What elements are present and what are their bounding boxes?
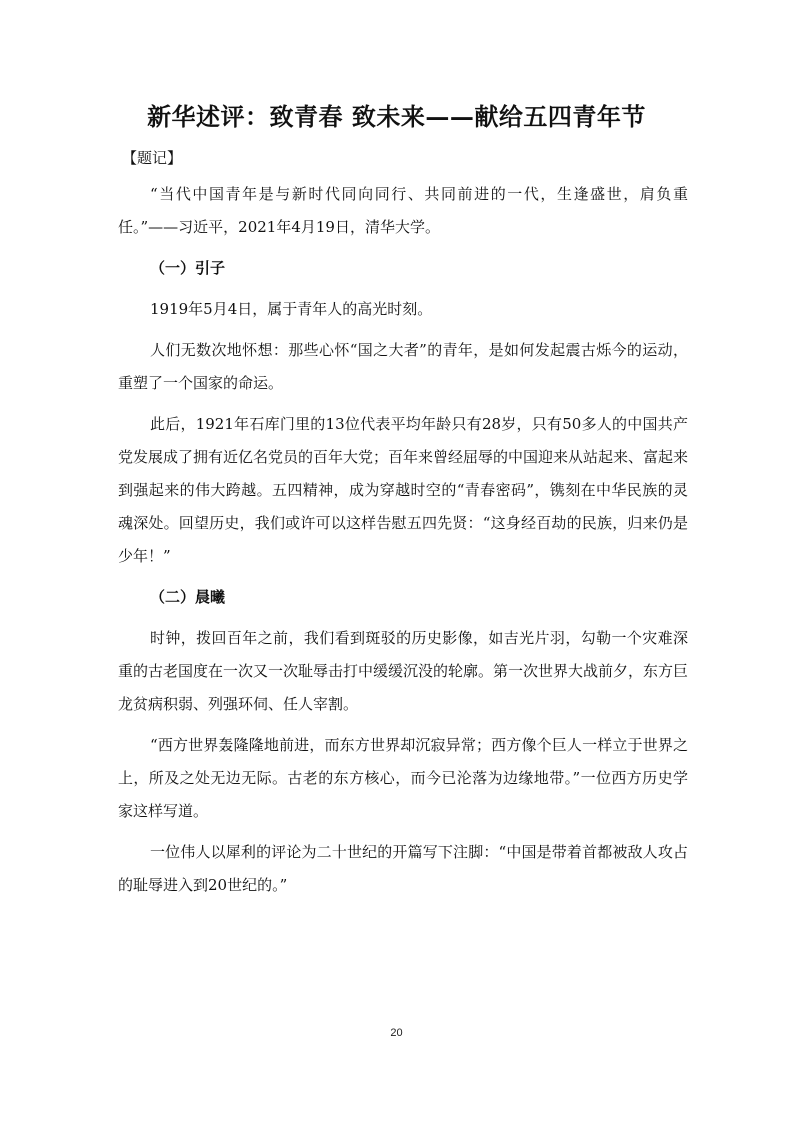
epigraph-label: 【题记】: [122, 149, 183, 167]
section-1-heading: （一）引子: [150, 259, 226, 277]
section-2-heading: （二）晨曦: [150, 588, 226, 606]
section-1-paragraph: 1919年5月4日，属于青年人的高光时刻。: [150, 300, 433, 318]
section-2-paragraph: “西方世界轰隆隆地前进，而东方世界却沉寂异常；西方像个巨人一样立于世界之上，所及之处无边无际。古老的东方核心，而今已沦落为边缘地带。”一位西方历史学家这样写道。: [118, 736, 688, 820]
epigraph-text: “当代中国青年是与新时代同向同行、共同前进的一代，生逢盛世，肩负重任。”——习近平，2021年4月19日，清华大学。: [118, 185, 688, 236]
document-body: [118, 178, 688, 910]
section-1-paragraph: 此后，1921年石库门里的13位代表平均年龄只有28岁，只有50多人的中国共产党发展成了拥有近亿名党员的百年大党；百年来曾经屈辱的中国迎来从站起来、富起来到强起来的伟大跨越。五四精神，成为穿越时空的“青春密码”，镌刻在中华民族的灵魂深处。回望历史，我们或许可以这样告慰五四先贤：“这身经百劫的民族，归来仍是少年！”: [118, 415, 689, 565]
page-number: 20: [390, 1027, 403, 1039]
section-2-paragraph: 时钟，拨回百年之前，我们看到斑驳的历史影像，如吉光片羽，勾勒一个灾难深重的古老国度在一次又一次耻辱击打中缓缓沉没的轮廓。第一次世界大战前夕，东方巨龙贫病积弱、列强环伺、任人宰割。: [118, 629, 689, 713]
section-2-paragraph: 一位伟人以犀利的评论为二十世纪的开篇写下注脚：“中国是带着首都被敌人攻占的耻辱进入到20世纪的。”: [118, 843, 688, 894]
document-title: 新华述评：致青春 致未来——献给五四青年节: [147, 102, 646, 131]
section-1-paragraph: 人们无数次地怀想：那些心怀“国之大者”的青年，是如何发起震古烁今的运动，重塑了一个国家的命运。: [118, 341, 688, 392]
